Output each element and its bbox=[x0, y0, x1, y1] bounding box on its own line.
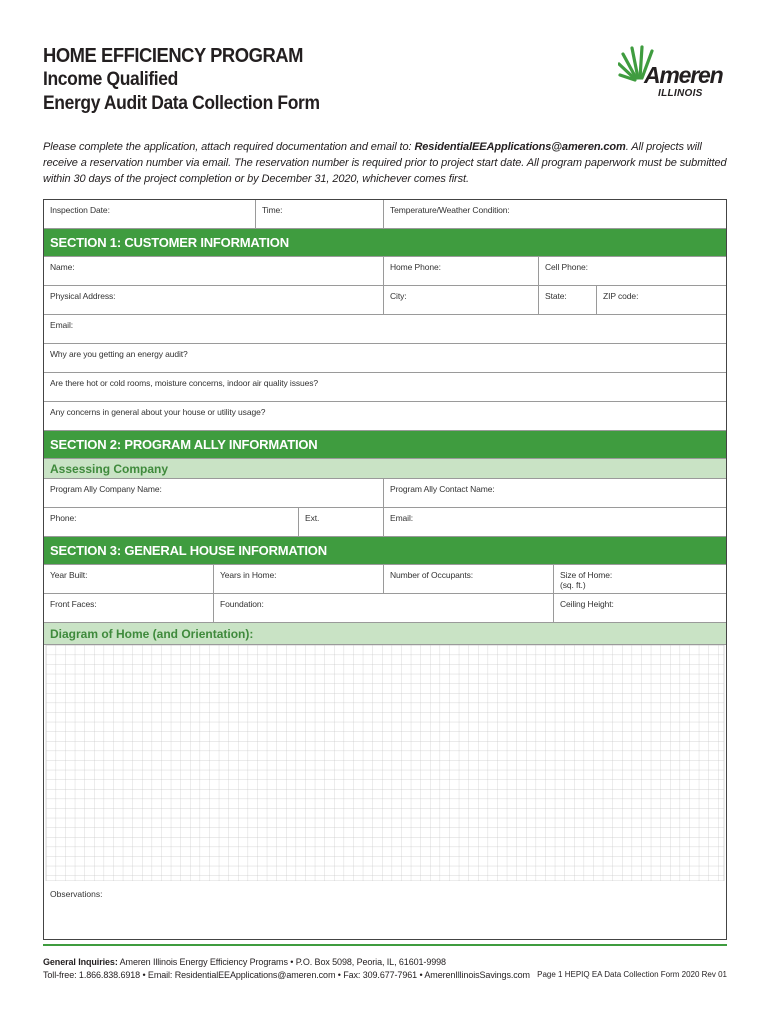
inspection-date-field[interactable]: Inspection Date: bbox=[44, 200, 256, 228]
name-row bbox=[44, 257, 726, 286]
intro-text-before: Please complete the application, attach required documentation and email to: bbox=[43, 141, 415, 153]
intro-text-after: . All projects will receive a reservation number via email. The reservation number is required prior to project start date. All program paperwork must be submitted within 30 days of the project completion or by December 31, 2020, whichever comes first. bbox=[43, 141, 727, 185]
address-row bbox=[44, 286, 726, 315]
ally-contact-name-field[interactable]: Program Ally Contact Name: bbox=[390, 484, 495, 494]
ally-phone-row bbox=[44, 508, 726, 537]
occupants-field[interactable]: Number of Occupants: bbox=[384, 565, 554, 593]
ally-name-row bbox=[44, 479, 726, 508]
years-in-home-field[interactable]: Years in Home: bbox=[214, 565, 384, 593]
temperature-field[interactable]: Temperature/Weather Condition: bbox=[390, 205, 510, 215]
title-block bbox=[43, 44, 563, 116]
physical-address-field[interactable]: Physical Address: bbox=[44, 286, 384, 314]
ally-phone-field[interactable]: Phone: bbox=[44, 508, 299, 536]
size-of-home-field[interactable]: Size of Home: (sq. ft.) bbox=[560, 570, 613, 590]
assessing-company-header: Assessing Company bbox=[44, 459, 726, 479]
hot-cold-field[interactable]: Are there hot or cold rooms, moisture concerns, indoor air quality issues? bbox=[50, 378, 319, 388]
why-audit-row bbox=[44, 344, 726, 373]
section2-header: SECTION 2: PROGRAM ALLY INFORMATION bbox=[44, 431, 726, 459]
footer-divider bbox=[43, 944, 727, 946]
state-field[interactable]: State: bbox=[539, 286, 597, 314]
program-title: HOME EFFICIENCY PROGRAM bbox=[43, 45, 303, 67]
diagram-area[interactable] bbox=[44, 645, 726, 939]
footer-inquiries: General Inquiries: Ameren Illinois Energy Efficiency Programs • P.O. Box 5098, Peoria, IL, 61601-9998 bbox=[43, 957, 446, 967]
name-field[interactable]: Name: bbox=[44, 257, 384, 285]
home-phone-field[interactable]: Home Phone: bbox=[384, 257, 539, 285]
footer-contact: Toll-free: 1.866.838.6918 • Email: ResidentialEEApplications@ameren.com • Fax: 309.677-7961 • AmerenIllinoisSavings.com bbox=[43, 970, 530, 980]
customer-email-field[interactable]: Email: bbox=[50, 320, 74, 330]
ceiling-height-field[interactable]: Ceiling Height: bbox=[560, 599, 614, 609]
house-front-row bbox=[44, 594, 726, 623]
time-field[interactable]: Time: bbox=[256, 200, 384, 228]
foundation-field[interactable]: Foundation: bbox=[214, 594, 554, 622]
observations-label: Observations: bbox=[50, 889, 103, 899]
zip-field[interactable]: ZIP code: bbox=[603, 291, 639, 301]
front-faces-field[interactable]: Front Faces: bbox=[44, 594, 214, 622]
program-subtitle: Income Qualified bbox=[43, 69, 178, 90]
ally-email-field[interactable]: Email: bbox=[390, 513, 414, 523]
concerns-field[interactable]: Any concerns in general about your house or utility usage? bbox=[50, 407, 266, 417]
section3-header: SECTION 3: GENERAL HOUSE INFORMATION bbox=[44, 537, 726, 565]
ameren-logo bbox=[618, 44, 728, 104]
section1-header: SECTION 1: CUSTOMER INFORMATION bbox=[44, 229, 726, 257]
diagram-header: Diagram of Home (and Orientation): bbox=[44, 623, 726, 645]
house-year-row bbox=[44, 565, 726, 594]
form-title: Energy Audit Data Collection Form bbox=[43, 93, 320, 114]
logo-subtext: ILLINOIS bbox=[658, 88, 703, 99]
city-field[interactable]: City: bbox=[384, 286, 539, 314]
submission-email[interactable]: ResidentialEEApplications@ameren.com bbox=[414, 141, 626, 153]
year-built-field[interactable]: Year Built: bbox=[44, 565, 214, 593]
ally-ext-field[interactable]: Ext. bbox=[299, 508, 384, 536]
ally-company-name-field[interactable]: Program Ally Company Name: bbox=[44, 479, 384, 507]
concerns-row bbox=[44, 402, 726, 431]
diagram-grid[interactable] bbox=[44, 645, 728, 881]
email-row bbox=[44, 315, 726, 344]
inspection-row bbox=[44, 200, 726, 229]
cell-phone-field[interactable]: Cell Phone: bbox=[545, 262, 588, 272]
instructions bbox=[43, 139, 733, 187]
logo-wordmark: Ameren bbox=[644, 62, 723, 88]
hot-cold-row bbox=[44, 373, 726, 402]
why-audit-field[interactable]: Why are you getting an energy audit? bbox=[50, 349, 188, 359]
footer-page-info: Page 1 HEPIQ EA Data Collection Form 2020 Rev 01 bbox=[537, 970, 727, 979]
data-collection-form bbox=[43, 199, 727, 940]
